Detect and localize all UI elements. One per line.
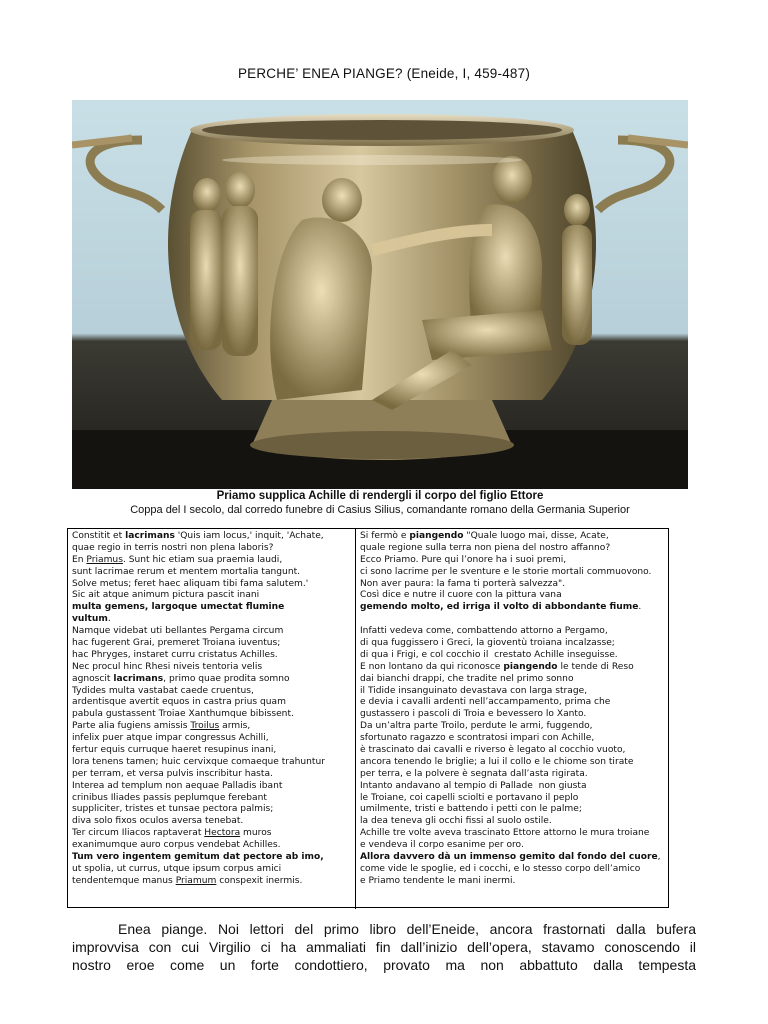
verse-segment: En bbox=[72, 554, 87, 565]
verse-segment: muros bbox=[240, 828, 272, 839]
verse-segment: armis, bbox=[219, 721, 251, 732]
verse-segment: le Troiane, coi capelli sciolti e portavano il peplo bbox=[360, 792, 579, 803]
italian-verse-line bbox=[360, 697, 668, 709]
latin-verse-line bbox=[72, 662, 354, 674]
latin-verse-line bbox=[72, 876, 354, 888]
verse-segment: e devia i cavalli ardenti nell’accampamento, prima che bbox=[360, 697, 611, 708]
italian-verse-line bbox=[360, 864, 668, 876]
italian-verse-line bbox=[360, 602, 668, 614]
verse-segment: piangendo bbox=[409, 531, 464, 541]
verse-segment: , bbox=[657, 852, 661, 863]
body-line: improvvisa con cui Virgilio ci ha ammaliati fin dall’inizio dell’opera, stavamo conoscendo il bbox=[72, 939, 696, 955]
verse-segment: conspexit inermis. bbox=[216, 875, 303, 886]
verse-segment: Intanto andavano al tempio di Pallade non giusta bbox=[360, 780, 587, 791]
italian-verse-line bbox=[360, 650, 668, 662]
latin-column bbox=[68, 529, 354, 909]
italian-verse-line bbox=[360, 674, 668, 686]
verse-segment: Constitit et bbox=[72, 531, 126, 541]
italian-verse-line bbox=[360, 852, 668, 864]
verse-segment: Tum vero ingentem gemitum dat pectore ab imo, bbox=[72, 852, 324, 863]
verse-segment: dai bianchi drappi, che tradite nel primo sonno bbox=[360, 673, 574, 684]
latin-verse-line bbox=[72, 828, 354, 840]
italian-verse-line bbox=[360, 816, 668, 828]
verse-segment: lora tenens tamen; huic cervixque comaeque trahuntur bbox=[72, 756, 325, 767]
verse-segment: sfortunato ragazzo e scontratosi impari con Achille, bbox=[360, 733, 595, 744]
verse-segment: Namque videbat uti bellantes Pergama circum bbox=[72, 626, 284, 637]
italian-verse-line bbox=[360, 614, 668, 626]
italian-verse-line bbox=[360, 626, 668, 638]
verse-segment: Ecco Priamo. Pure qui l’onore ha i suoi premi, bbox=[360, 554, 567, 565]
verse-segment: infelix puer atque impar congressus Achilli, bbox=[72, 733, 269, 744]
verse-segment: per terram, et versa pulvis inscribitur hasta. bbox=[72, 768, 273, 779]
verse-segment: ancora tenendo le briglie; a lui il collo e le chiome son tirate bbox=[360, 756, 634, 767]
italian-verse-line bbox=[360, 804, 668, 816]
verse-segment: Non aver paura: la fama ti porterà salvezza". bbox=[360, 578, 566, 589]
verse-segment: ardentisque avertit equos in castra prius quam bbox=[72, 697, 286, 708]
italian-verse-line bbox=[360, 686, 668, 698]
verse-segment: crinibus Iliades passis peplumque ferebant bbox=[72, 792, 267, 803]
page-title: PERCHE’ ENEA PIANGE? (Eneide, I, 459-487) bbox=[237, 66, 531, 81]
verse-segment: hac fugerent Grai, premeret Troiana iuventus; bbox=[72, 638, 281, 649]
latin-verse-line bbox=[72, 816, 354, 828]
verse-segment: gemendo molto, ed irriga il volto di abbondante fiume bbox=[360, 602, 639, 613]
latin-verse-line bbox=[72, 638, 354, 650]
verse-segment: ci sono lacrime per le sventure e le storie mortali commuovono. bbox=[360, 566, 652, 577]
latin-verse-line bbox=[72, 697, 354, 709]
verse-segment: Parte alia fugiens amissis bbox=[72, 721, 191, 732]
figure-caption-title: Priamo supplica Achille di rendergli il corpo del figlio Ettore bbox=[216, 490, 544, 502]
body-paragraph bbox=[72, 920, 696, 974]
verse-segment: vultum bbox=[72, 614, 108, 625]
parallel-text-table bbox=[67, 528, 669, 908]
verse-segment: sunt lacrimae rerum et mentem mortalia tangunt. bbox=[72, 566, 301, 577]
verse-segment: diva solo fixos oculos aversa tenebat. bbox=[72, 816, 244, 827]
verse-segment: il Tidide insanguinato devastava con larga strage, bbox=[360, 685, 588, 696]
verse-segment: pabula gustassent Troiae Xanthumque bibissent. bbox=[72, 709, 294, 720]
verse-segment: piangendo bbox=[503, 661, 558, 672]
verse-segment: E non lontano da qui riconosce bbox=[360, 661, 504, 672]
verse-segment: tendentemque manus bbox=[72, 875, 176, 886]
latin-verse-line bbox=[72, 793, 354, 805]
latin-verse-line bbox=[72, 686, 354, 698]
verse-segment: per terra, e la polvere è segnata dall’asta rigirata. bbox=[360, 768, 588, 779]
italian-verse-line bbox=[360, 840, 668, 852]
italian-verse-line bbox=[360, 781, 668, 793]
italian-verse-line bbox=[360, 709, 668, 721]
latin-verse-line bbox=[72, 602, 354, 614]
italian-verse-line bbox=[360, 828, 668, 840]
verse-segment: Allora davvero dà un immenso gemito dal fondo del cuore bbox=[360, 852, 658, 863]
latin-verse-line bbox=[72, 769, 354, 781]
italian-verse-line bbox=[360, 531, 668, 543]
verse-segment: . bbox=[107, 614, 111, 625]
italian-verse-line bbox=[360, 721, 668, 733]
verse-segment: Si fermò e bbox=[360, 531, 410, 541]
latin-verse-line bbox=[72, 531, 354, 543]
verse-segment: Così dice e nutre il cuore con la pittura vana bbox=[360, 590, 562, 601]
latin-verse-line bbox=[72, 555, 354, 567]
verse-segment: Solve metus; feret haec aliquam tibi fama salutem.' bbox=[72, 578, 309, 589]
verse-segment: Tydides multa vastabat caede cruentus, bbox=[72, 685, 254, 696]
verse-segment: lacrimans bbox=[113, 673, 164, 684]
latin-verse-line bbox=[72, 757, 354, 769]
verse-segment: è trascinato dai cavalli e riverso è legato al cocchio vuoto, bbox=[360, 745, 626, 756]
italian-verse-line bbox=[360, 793, 668, 805]
italian-verse-line bbox=[360, 662, 668, 674]
latin-verse-line bbox=[72, 804, 354, 816]
italian-column bbox=[355, 529, 668, 909]
italian-verse-line bbox=[360, 567, 668, 579]
italian-verse-line bbox=[360, 757, 668, 769]
latin-verse-line bbox=[72, 614, 354, 626]
verse-segment: di qua i Frigi, e col cocchio il crestato Achille inseguisse. bbox=[360, 649, 618, 660]
verse-segment: Priamus bbox=[86, 554, 123, 565]
verse-segment: la dea teneva gli occhi fissi al suolo ostile. bbox=[360, 816, 552, 827]
verse-segment: "Quale luogo mai, disse, Acate, bbox=[463, 531, 609, 541]
verse-segment: . Sunt hic etiam sua praemia laudi, bbox=[122, 554, 283, 565]
latin-verse-line bbox=[72, 733, 354, 745]
italian-verse-line bbox=[360, 638, 668, 650]
italian-verse-line bbox=[360, 590, 668, 602]
italian-verse-line bbox=[360, 769, 668, 781]
verse-segment: exanimumque auro corpus vendebat Achilles. bbox=[72, 840, 281, 851]
verse-segment: lacrimans bbox=[125, 531, 175, 541]
verse-segment: Sic ait atque animum pictura pascit inani bbox=[72, 590, 260, 601]
italian-verse-line bbox=[360, 543, 668, 555]
silver-cup-photo bbox=[72, 100, 688, 489]
verse-segment: multa gemens, largoque umectat flumine bbox=[72, 602, 285, 613]
verse-segment: quale regione sulla terra non piena del nostro affanno? bbox=[360, 542, 611, 553]
verse-segment: Hectora bbox=[204, 828, 241, 839]
italian-verse-line bbox=[360, 876, 668, 888]
latin-verse-line bbox=[72, 674, 354, 686]
latin-verse-line bbox=[72, 864, 354, 876]
latin-verse-line bbox=[72, 781, 354, 793]
verse-segment: . bbox=[638, 602, 642, 613]
latin-verse-line bbox=[72, 852, 354, 864]
verse-segment: fertur equis curruque haeret resupinus inani, bbox=[72, 745, 277, 756]
latin-verse-line bbox=[72, 650, 354, 662]
verse-segment: suppliciter, tristes et tunsae pectora palmis; bbox=[72, 804, 274, 815]
verse-segment: ut spolia, ut currus, utque ipsum corpus amici bbox=[72, 863, 282, 874]
verse-segment: come vide le spoglie, ed i cocchi, e lo stesso corpo dell’amico bbox=[360, 863, 641, 874]
verse-segment: Interea ad templum non aequae Palladis ibant bbox=[72, 780, 283, 791]
verse-segment: Nec procul hinc Rhesi niveis tentoria velis bbox=[72, 661, 263, 672]
latin-verse-line bbox=[72, 709, 354, 721]
latin-verse-line bbox=[72, 626, 354, 638]
verse-segment: gustassero i pascoli di Troia e bevessero lo Xanto. bbox=[360, 709, 587, 720]
verse-segment: di qua fuggissero i Greci, la gioventù troiana incalzasse; bbox=[360, 638, 615, 649]
latin-verse-line bbox=[72, 840, 354, 852]
latin-verse-line bbox=[72, 745, 354, 757]
verse-segment: hac Phryges, instaret curru cristatus Achilles. bbox=[72, 649, 278, 660]
figure-caption-subtitle: Coppa del I secolo, dal corredo funebre di Casius Silius, comandante romano della Germania Superior bbox=[130, 504, 630, 516]
italian-verse-line bbox=[360, 733, 668, 745]
verse-segment: umilmente, tristi e battendo i petti con le palme; bbox=[360, 804, 582, 815]
verse-segment: Troilus bbox=[190, 721, 220, 732]
verse-segment: quae regio in terris nostri non plena laboris? bbox=[72, 542, 274, 553]
latin-verse-line bbox=[72, 579, 354, 591]
latin-verse-line bbox=[72, 567, 354, 579]
latin-verse-line bbox=[72, 721, 354, 733]
verse-segment: e Priamo tendente le mani inermi. bbox=[360, 875, 516, 886]
verse-segment: , primo quae prodita somno bbox=[163, 673, 290, 684]
verse-segment: e vendeva il corpo esanime per oro. bbox=[360, 840, 524, 851]
latin-verse-line bbox=[72, 543, 354, 555]
verse-segment: 'Quis iam locus,' inquit, 'Achate, bbox=[174, 531, 324, 541]
verse-segment: Ter circum Iliacos raptaverat bbox=[72, 828, 205, 839]
body-line: nostro eroe come un forte condottiero, provato ma non abbattuto dalla tempesta bbox=[72, 957, 696, 973]
verse-segment: Da un’altra parte Troilo, perdute le armi, fuggendo, bbox=[360, 721, 593, 732]
italian-verse-line bbox=[360, 555, 668, 567]
latin-verse-line bbox=[72, 590, 354, 602]
verse-segment: Priamum bbox=[175, 875, 217, 886]
verse-segment: le tende di Reso bbox=[557, 661, 634, 672]
verse-segment: agnoscit bbox=[72, 673, 114, 684]
verse-segment: Achille tre volte aveva trascinato Ettore attorno le mura troiane bbox=[360, 828, 650, 839]
body-line: Enea piange. Noi lettori del primo libro dell’Eneide, ancora frastornati dalla bufera bbox=[118, 921, 696, 937]
italian-verse-line bbox=[360, 579, 668, 591]
italian-verse-line bbox=[360, 745, 668, 757]
verse-segment: Infatti vedeva come, combattendo attorno a Pergamo, bbox=[360, 626, 608, 637]
